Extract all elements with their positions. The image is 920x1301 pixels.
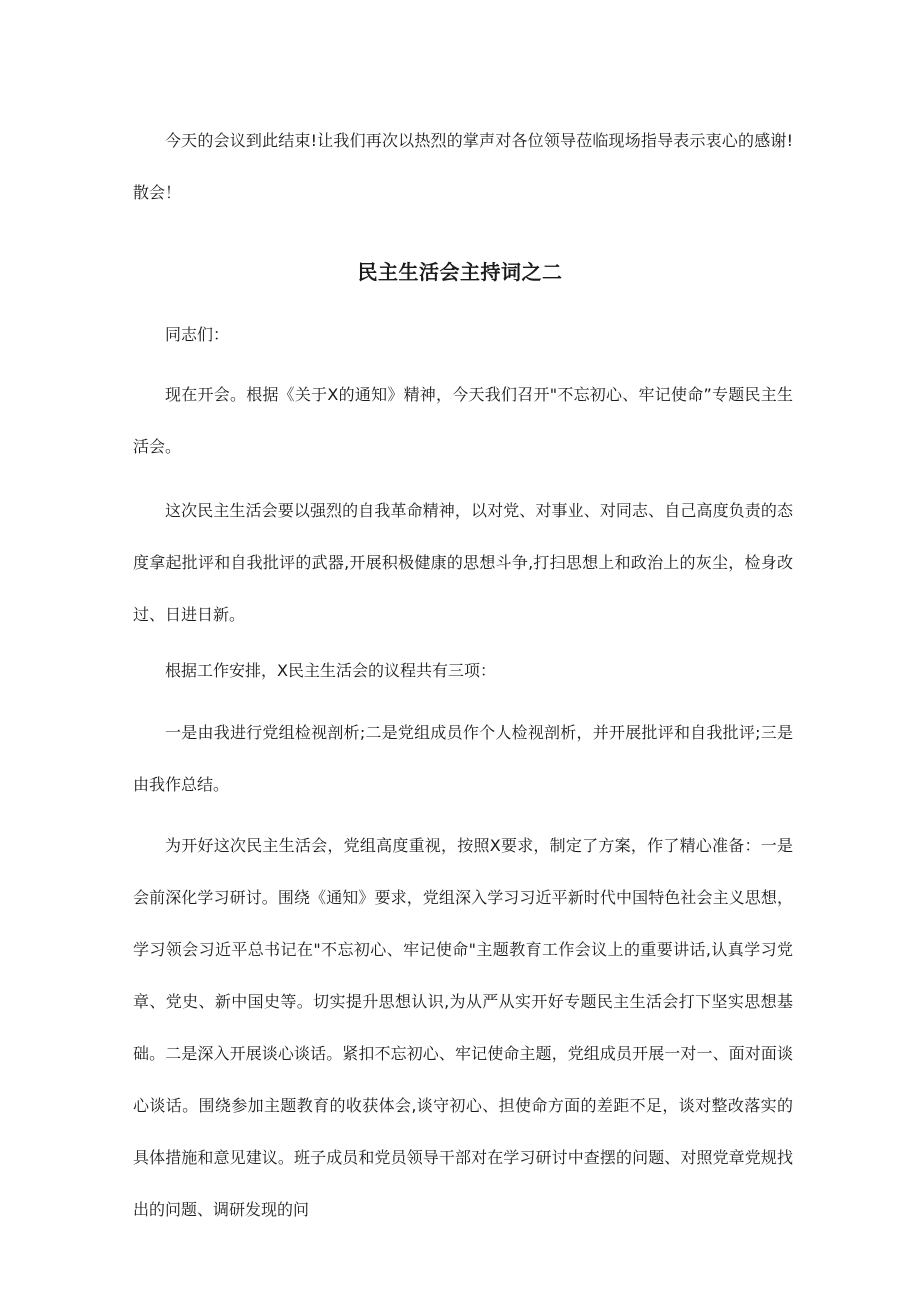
closing-paragraph: 今天的会议到此结束!让我们再次以热烈的掌声对各位领导莅临现场指导表示衷心的感谢!散会！ (133, 131, 793, 202)
agenda-items-paragraph: 一是由我进行党组检视剖析;二是党组成员作个人检视剖析，并开展批评和自我批评;三是由我作总结。 (133, 723, 793, 794)
purpose-paragraph: 这次民主生活会要以强烈的自我革命精神，以对党、对事业、对同志、自己高度负责的态度拿起批评和自我批评的武器,开展积极健康的思想斗争,打扫思想上和政治上的灰尘，检身改过、日进日新。 (133, 501, 793, 624)
agenda-intro-paragraph: 根据工作安排，X民主生活会的议程共有三项： (165, 661, 496, 680)
salutation-paragraph: 同志们： (165, 325, 230, 344)
opening-paragraph: 现在开会。根据《关于X的通知》精神，今天我们召开"不忘初心、牢记使命”专题民主生活会。 (133, 385, 793, 456)
preparation-paragraph: 为开好这次民主生活会，党组高度重视，按照X要求，制定了方案，作了精心准备：一是会前深化学习研讨。围绕《通知》要求，党组深入学习习近平新时代中国特色社会主义思想，学习领会习近平总书记在"不忘初心、牢记使命"主题教育工作会议上的重要讲话,认真学习党章、党史、新中国史等。切实提升思想认识,为从严从实开好专题民主生活会打下坚实思想基础。二是深入开展谈心谈话。紧扣不忘初心、牢记使命主题，党组成员开展一对一、面对面谈心谈话。围绕参加主题教育的收获体会,谈守初心、担使命方面的差距不足，谈对整改落实的具体措施和意见建议。班子成员和党员领导干部对在学习研讨中查摆的问题、对照党章党规找出的问题、调研发现的问 (133, 836, 793, 1219)
section-title: 民主生活会主持词之二 (357, 260, 563, 284)
